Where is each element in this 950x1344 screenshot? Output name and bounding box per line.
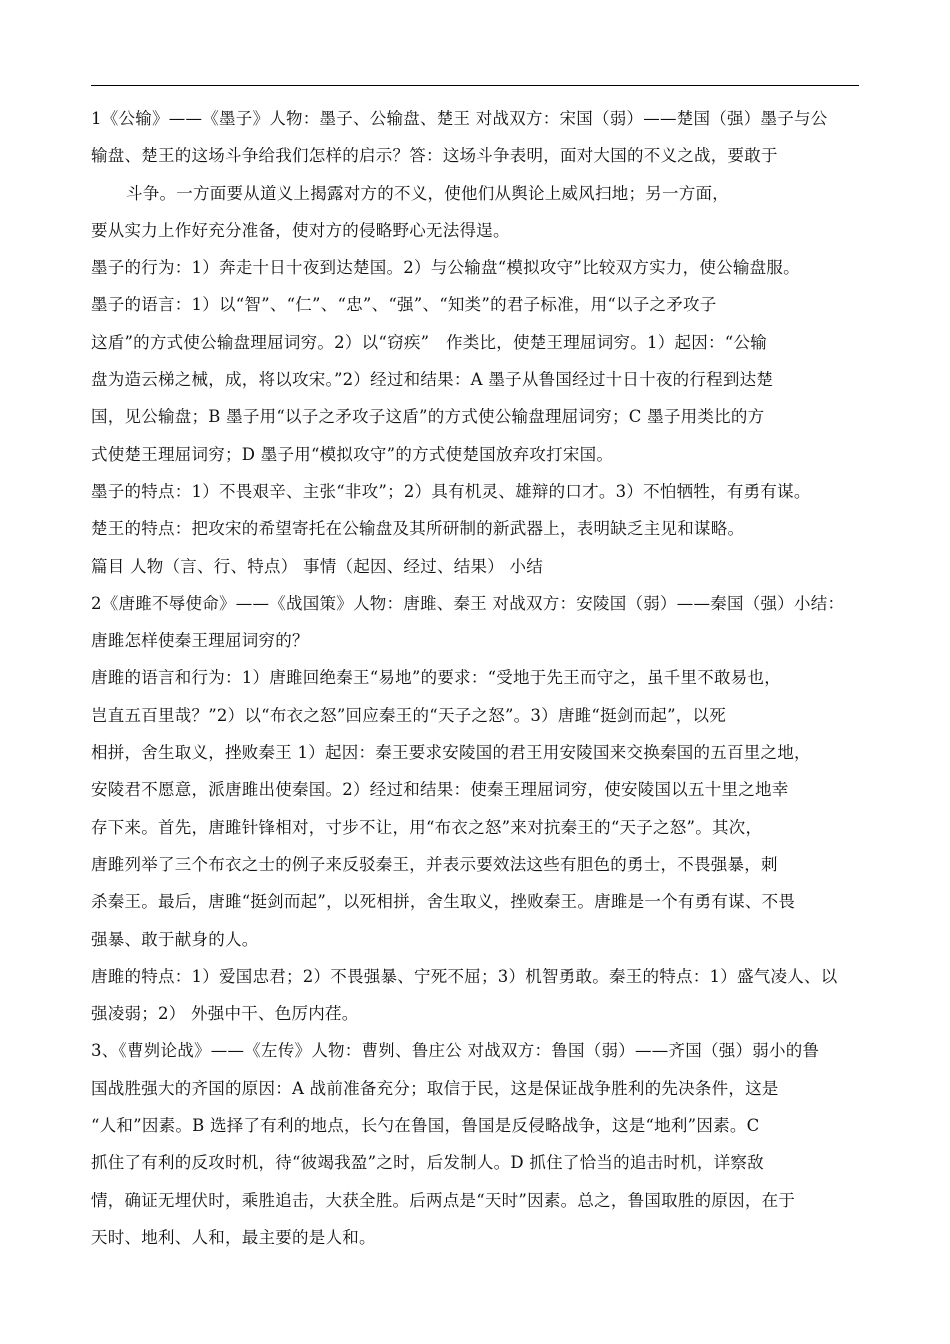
text-line: 盘为造云梯之械，成，将以攻宋。”2）经过和结果：A 墨子从鲁国经过十日十夜的行程到达楚 [91,370,774,390]
text-line: 相拼，舍生取义，挫败秦王 1）起因：秦王要求安陵国的君王用安陵国来交换秦国的五百里之地， [91,743,811,763]
text-line: 3、《曹刿论战》——《左传》人物：曹刿、鲁庄公 对战双方：鲁国（弱）——齐国（强）弱小的鲁 [91,1041,820,1061]
text-line: 岂直五百里哉？”2）以“布衣之怒”回应秦王的“天子之怒”。3）唐雎“挺剑而起”，以死 [91,705,727,725]
text-line: 情，确证无埋伏时，乘胜追击，大获全胜。后两点是“天时”因素。总之，鲁国取胜的原因，在于 [91,1190,796,1210]
text-line: 强凌弱；2） 外强中干、色厉内荏。 [91,1004,359,1024]
text-line: 楚王的特点：把攻宋的希望寄托在公输盘及其所研制的新武器上，表明缺乏主见和谋略。 [91,519,745,539]
text-line: 强暴、敢于献身的人。 [91,929,259,949]
text-line: 杀秦王。最后，唐雎“挺剑而起”，以死相拼，舍生取义，挫败秦王。唐雎是一个有勇有谋、不畏 [91,892,796,912]
text-line: 斗争。一方面要从道义上揭露对方的不义，使他们从舆论上威风扫地；另一方面， [126,183,729,203]
text-line: 式使楚王理屈词穷；D 墨子用“模拟攻守”的方式使楚国放弃攻打宋国。 [91,444,614,464]
text-line: “人和”因素。B 选择了有利的地点，长勺在鲁国，鲁国是反侵略战争，这是“地利”因素。C [91,1116,760,1136]
text-line: 墨子的特点：1）不畏艰辛、主张“非攻”；2）具有机灵、雄辩的口才。3）不怕牺牲，有勇有谋。 [91,481,811,501]
text-line: 抓住了有利的反攻时机，待“彼竭我盈”之时，后发制人。D 抓住了恰当的追击时机，详察敌 [91,1153,764,1173]
header-rule [91,85,859,86]
text-line: 天时、地利、人和，最主要的是人和。 [91,1227,376,1247]
document-body [91,100,866,1256]
text-line: 安陵君不愿意，派唐雎出使秦国。2）经过和结果：使秦王理屈词穷，使安陵国以五十里之地幸 [91,780,789,800]
text-line: 国，见公输盘；B 墨子用“以子之矛攻子这盾”的方式使公输盘理屈词穷；C 墨子用类比的方 [91,407,765,427]
text-line: 墨子的语言：1）以“智”、“仁”、“忠”、“强”、“知类”的君子标准，用“以子之矛攻子 [91,295,717,315]
text-line: 2《唐雎不辱使命》——《战国策》人物：唐雎、秦王 对战双方：安陵国（弱）——秦国（强）小结： [91,593,845,613]
text-line: 唐雎列举了三个布衣之士的例子来反驳秦王，并表示要效法这些有胆色的勇士，不畏强暴，刺 [91,854,778,874]
text-line: 唐雎怎样使秦王理屈词穷的？ [91,631,309,651]
text-line: 存下来。首先，唐雎针锋相对，寸步不让，用“布衣之怒”来对抗秦王的“天子之怒”。其次， [91,817,763,837]
text-line: 输盘、楚王的这场斗争给我们怎样的启示？答：这场斗争表明，面对大国的不义之战，要敢于 [91,146,778,166]
text-line: 要从实力上作好充分准备，使对方的侵略野心无法得逞。 [91,220,510,240]
text-line: 墨子的行为：1）奔走十日十夜到达楚国。2）与公输盘“模拟攻守”比较双方实力，使公输盘服。 [91,258,800,278]
text-line: 这盾”的方式使公输盘理屈词穷。2）以“窃疾” 作类比，使楚王理屈词穷。1）起因：“公输 [91,332,767,352]
text-line: 1《公输》——《墨子》人物：墨子、公输盘、楚王 对战双方：宋国（弱）——楚国（强）墨子与公 [91,109,828,128]
text-line: 国战胜强大的齐国的原因：A 战前准备充分；取信于民，这是保证战争胜利的先决条件，这是 [91,1078,779,1098]
text-line: 唐雎的特点：1）爱国忠君；2）不畏强暴、宁死不屈；3）机智勇敢。秦王的特点：1）盛气凌人、以 [91,966,838,986]
text-line: 篇目 人物（言、行、特点） 事情（起因、经过、结果） 小结 [91,556,543,576]
text-line: 唐雎的语言和行为：1）唐雎回绝秦王“易地”的要求：“受地于先王而守之，虽千里不敢易也， [91,668,782,688]
